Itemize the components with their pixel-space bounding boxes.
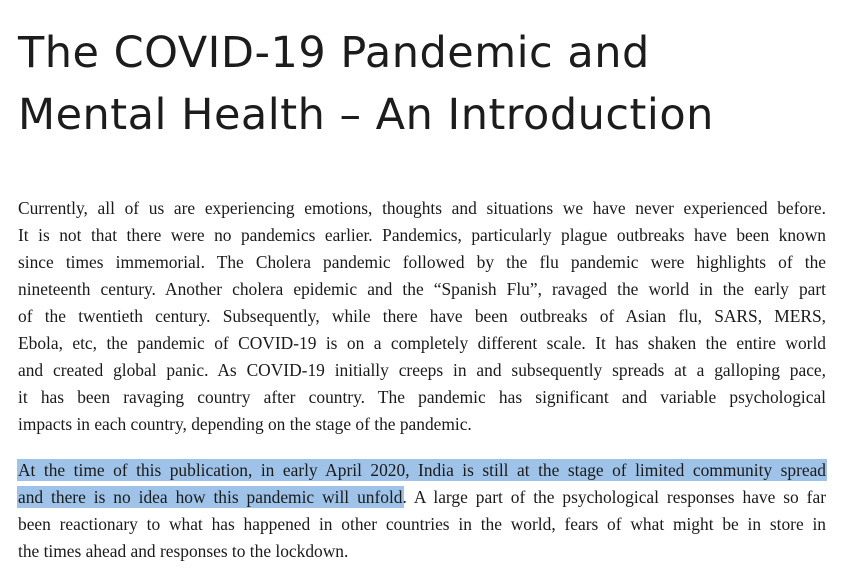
highlighted-text[interactable]: and there is no idea how this pandemic will unfold	[18, 487, 403, 507]
title-line-1: The COVID-19 Pandemic and	[18, 28, 650, 78]
paragraph-text: . A large part of the psychological responses have so far	[402, 487, 826, 507]
paragraph-line: and created global panic. As COVID-19 initially creeps in and subsequently spreads at a galloping pace,	[18, 360, 826, 380]
paragraph-1	[18, 195, 826, 438]
paragraph-line: It is not that there were no pandemics earlier. Pandemics, particularly plague outbreaks have been known	[18, 225, 826, 245]
paragraph-line	[18, 484, 826, 511]
paragraph-line	[18, 457, 826, 484]
page-title	[18, 22, 714, 146]
paragraph-line: the times ahead and responses to the lockdown.	[18, 541, 349, 561]
paragraph-2	[18, 457, 826, 565]
paragraph-line: since times immemorial. The Cholera pandemic followed by the flu pandemic were highlights of the	[18, 252, 826, 272]
title-line-2: Mental Health – An Introduction	[18, 90, 714, 140]
paragraph-line: impacts in each country, depending on the stage of the pandemic.	[18, 414, 472, 434]
paragraph-line: Currently, all of us are experiencing emotions, thoughts and situations we have never experienced before.	[18, 198, 826, 218]
paragraph-line: of the twentieth century. Subsequently, while there have been outbreaks of Asian flu, SARS, MERS,	[18, 306, 826, 326]
highlighted-text[interactable]: At the time of this publication, in early April 2020, India is still at the stage of limited community spread	[18, 460, 826, 480]
paragraph-line: it has been ravaging country after country. The pandemic has significant and variable psychological	[18, 387, 826, 407]
paragraph-line: Ebola, etc, the pandemic of COVID-19 is on a completely different scale. It has shaken the entire world	[18, 333, 826, 353]
paragraph-line: nineteenth century. Another cholera epidemic and the “Spanish Flu”, ravaged the world in the early part	[18, 279, 826, 299]
paragraph-line: been reactionary to what has happened in other countries in the world, fears of what might be in store in	[18, 514, 826, 534]
